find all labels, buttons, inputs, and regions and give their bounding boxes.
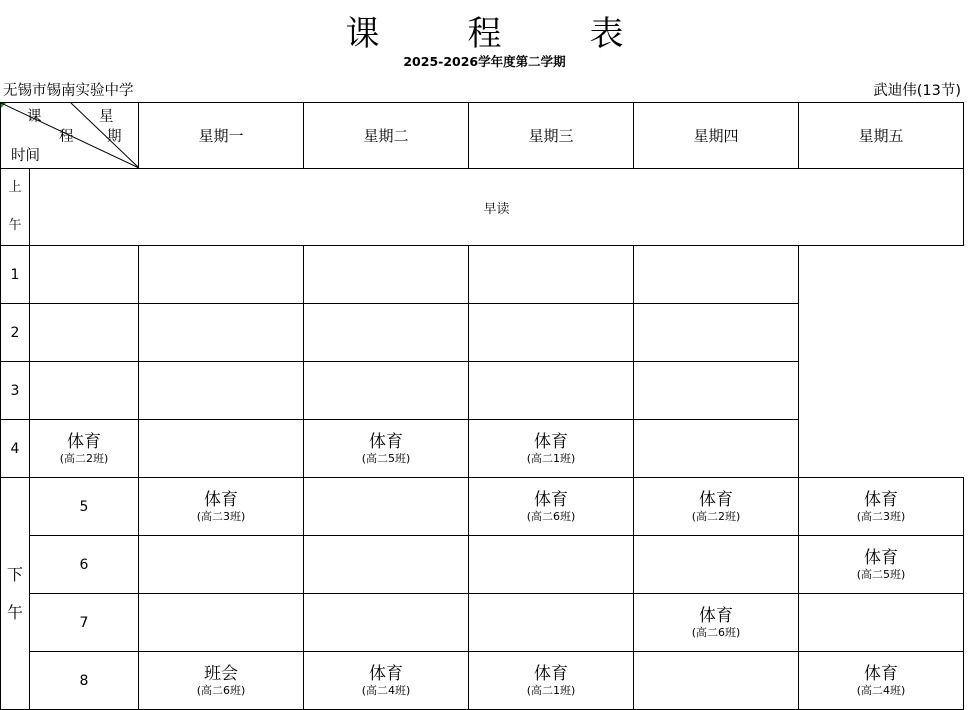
class-name: (高二5班) bbox=[856, 567, 906, 581]
corner-label: 星 bbox=[99, 109, 114, 125]
day-header: 星期一 bbox=[139, 103, 304, 169]
schedule-cell bbox=[304, 420, 469, 478]
schedule-cell bbox=[469, 652, 634, 710]
corner-label: 程 bbox=[59, 129, 74, 145]
period-number: 6 bbox=[30, 536, 139, 594]
schedule-cell bbox=[469, 478, 634, 536]
schedule-cell bbox=[139, 304, 304, 362]
course-name: 体育 bbox=[864, 489, 898, 510]
period-number: 1 bbox=[1, 246, 30, 304]
period-row bbox=[1, 652, 964, 710]
day-header: 星期三 bbox=[469, 103, 634, 169]
schedule-cell bbox=[634, 362, 799, 420]
schedule-cell bbox=[634, 652, 799, 710]
class-name: (高二6班) bbox=[526, 509, 576, 523]
schedule-cell bbox=[799, 536, 964, 594]
schedule-cell bbox=[634, 246, 799, 304]
schedule-cell bbox=[30, 246, 139, 304]
class-name: (高二4班) bbox=[856, 683, 906, 697]
schedule-cell bbox=[634, 304, 799, 362]
half-char: 下 bbox=[6, 564, 23, 584]
schedule-cell bbox=[139, 536, 304, 594]
schedule-cell bbox=[469, 362, 634, 420]
teacher-name: 武迪伟(13节) bbox=[873, 83, 961, 99]
class-name: (高二4班) bbox=[361, 683, 411, 697]
course-name: 体育 bbox=[534, 489, 568, 510]
half-char: 上 bbox=[8, 180, 22, 195]
header-row bbox=[1, 103, 964, 169]
schedule-cell bbox=[30, 362, 139, 420]
schedule-cell bbox=[799, 478, 964, 536]
class-name: (高二3班) bbox=[196, 509, 246, 523]
schedule-cell bbox=[304, 246, 469, 304]
school-name: 无锡市锡南实验中学 bbox=[3, 83, 134, 99]
class-name: (高二2班) bbox=[691, 509, 741, 523]
schedule-cell bbox=[634, 420, 799, 478]
period-row bbox=[1, 362, 964, 420]
am-label bbox=[1, 169, 30, 246]
class-name: (高二6班) bbox=[196, 683, 246, 697]
day-header: 星期四 bbox=[634, 103, 799, 169]
schedule-cell bbox=[304, 536, 469, 594]
schedule-cell bbox=[634, 594, 799, 652]
course-name: 体育 bbox=[369, 431, 403, 452]
corner-label: 时间 bbox=[11, 148, 40, 164]
schedule-cell bbox=[139, 362, 304, 420]
course-name: 体育 bbox=[864, 547, 898, 568]
period-row bbox=[1, 420, 964, 478]
schedule-cell bbox=[139, 478, 304, 536]
schedule-cell bbox=[799, 652, 964, 710]
schedule-cell bbox=[304, 362, 469, 420]
schedule-cell bbox=[469, 246, 634, 304]
timetable bbox=[0, 102, 964, 710]
class-name: (高二3班) bbox=[856, 509, 906, 523]
schedule-cell bbox=[139, 246, 304, 304]
period-number: 3 bbox=[1, 362, 30, 420]
class-name: (高二2班) bbox=[59, 451, 109, 465]
schedule-cell bbox=[469, 536, 634, 594]
course-name: 体育 bbox=[204, 489, 238, 510]
period-number: 8 bbox=[30, 652, 139, 710]
corner-cell bbox=[1, 103, 139, 169]
class-name: (高二5班) bbox=[361, 451, 411, 465]
course-name: 体育 bbox=[699, 489, 733, 510]
schedule-cell bbox=[139, 652, 304, 710]
half-char: 午 bbox=[6, 602, 23, 622]
period-number: 4 bbox=[1, 420, 30, 478]
day-header: 星期二 bbox=[304, 103, 469, 169]
class-name: (高二1班) bbox=[526, 451, 576, 465]
schedule-cell bbox=[304, 478, 469, 536]
period-number: 5 bbox=[30, 478, 139, 536]
title-char: 程 bbox=[467, 14, 502, 54]
morning-read-label: 早读 bbox=[30, 169, 964, 246]
period-row bbox=[1, 594, 964, 652]
period-row bbox=[1, 304, 964, 362]
schedule-cell bbox=[139, 594, 304, 652]
course-name: 体育 bbox=[534, 431, 568, 452]
half-char: 午 bbox=[8, 218, 22, 233]
schedule-cell bbox=[799, 594, 964, 652]
period-row bbox=[1, 246, 964, 304]
corner-label: 期 bbox=[107, 129, 122, 145]
schedule-cell bbox=[469, 420, 634, 478]
schedule-cell bbox=[634, 478, 799, 536]
schedule-cell bbox=[304, 304, 469, 362]
class-name: (高二1班) bbox=[526, 683, 576, 697]
semester-subtitle: 2025-2026学年度第二学期 bbox=[403, 54, 566, 69]
page-title bbox=[0, 6, 969, 55]
title-char: 课 bbox=[345, 14, 380, 54]
title-char: 表 bbox=[589, 14, 624, 54]
period-number: 7 bbox=[30, 594, 139, 652]
period-number: 2 bbox=[1, 304, 30, 362]
schedule-cell bbox=[634, 536, 799, 594]
class-name: (高二6班) bbox=[691, 625, 741, 639]
schedule-cell bbox=[139, 420, 304, 478]
schedule-cell bbox=[469, 594, 634, 652]
day-header: 星期五 bbox=[799, 103, 964, 169]
schedule-cell bbox=[30, 304, 139, 362]
morning-read-row bbox=[1, 169, 964, 246]
schedule-cell bbox=[304, 594, 469, 652]
schedule-cell bbox=[30, 420, 139, 478]
course-name: 体育 bbox=[864, 663, 898, 684]
corner-label: 课 bbox=[27, 109, 42, 125]
course-name: 体育 bbox=[67, 431, 101, 452]
course-name: 体育 bbox=[699, 605, 733, 626]
course-name: 体育 bbox=[534, 663, 568, 684]
course-name: 体育 bbox=[369, 663, 403, 684]
period-row bbox=[1, 478, 964, 536]
course-name: 班会 bbox=[204, 663, 238, 684]
schedule-cell bbox=[469, 304, 634, 362]
schedule-cell bbox=[304, 652, 469, 710]
pm-label bbox=[1, 478, 30, 710]
period-row bbox=[1, 536, 964, 594]
